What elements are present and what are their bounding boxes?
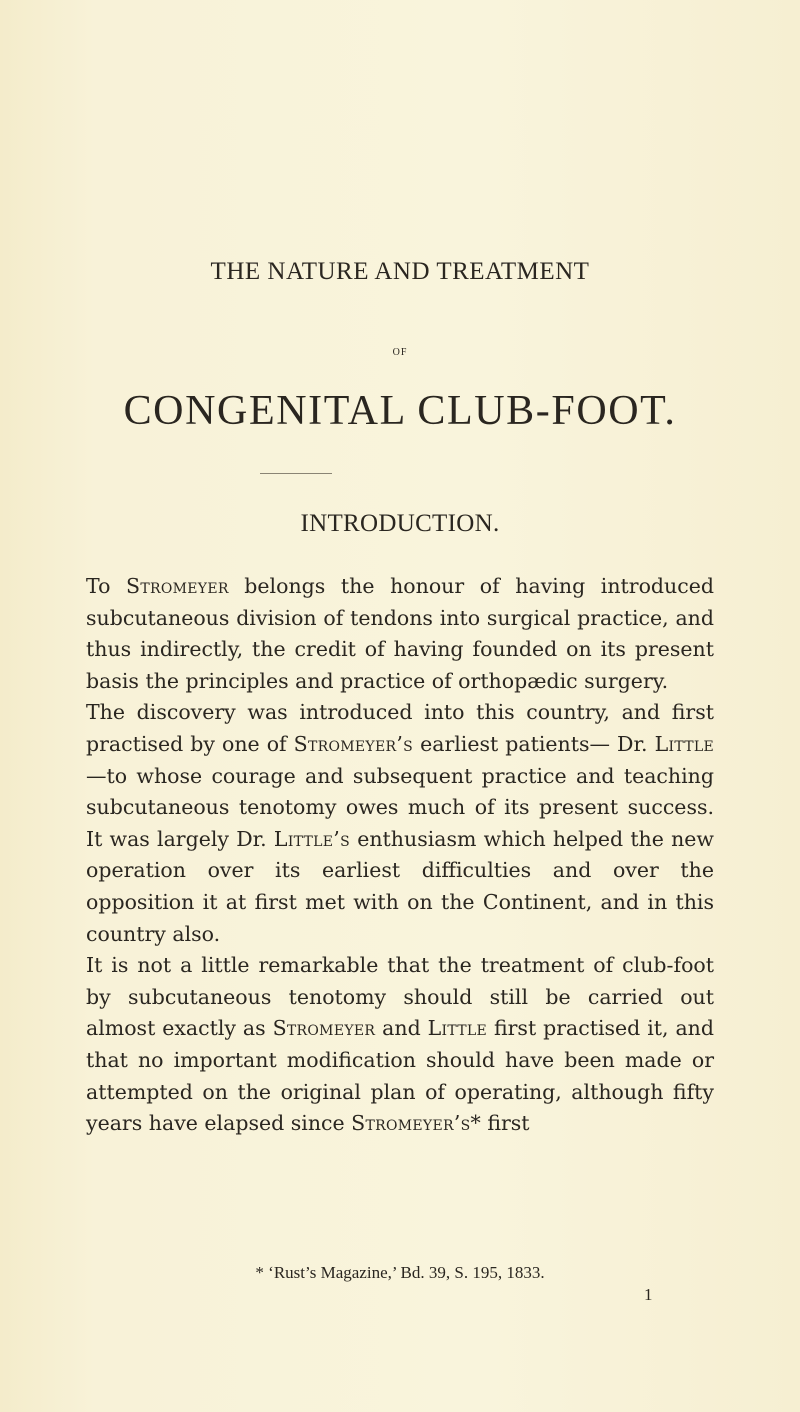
author-name-stromeyer: Stromeyer bbox=[126, 574, 229, 598]
paragraph-1 bbox=[86, 571, 714, 697]
section-heading: INTRODUCTION. bbox=[300, 510, 500, 537]
p2-text-e: —to whose courage and subsequent practice and teaching subcutaneous tenotomy owes much of its present success. It was largely Dr. bbox=[86, 763, 714, 851]
p3-text-a: It is not a little remarkable that the treatment of club-foot by subcutaneous tenotomy should still be carried out almost exactly as bbox=[86, 953, 714, 1041]
author-name-stromeyers: Stromeyer’s bbox=[351, 1111, 471, 1136]
author-name-little: Little bbox=[427, 1016, 488, 1041]
p2-text-a: The discovery was introduced into this country, and first practised by one of bbox=[86, 700, 714, 756]
main-title: CONGENITAL CLUB-FOOT. bbox=[123, 388, 677, 434]
p1-text-a: To bbox=[86, 574, 127, 598]
body-text bbox=[86, 571, 714, 1140]
paragraph-3 bbox=[86, 950, 714, 1140]
title-line-1: THE NATURE AND TREATMENT bbox=[210, 258, 590, 285]
p3-text-e: first practised it, and that no important modification should have been made or attempted on the original plan of operating, although fifty years have elapsed since bbox=[86, 1016, 714, 1136]
author-name-little: Little bbox=[654, 731, 714, 756]
title-of: OF bbox=[392, 347, 408, 358]
author-name-stromeyer: Stromeyer bbox=[272, 1016, 376, 1041]
author-name-stromeyers: Stromeyer’s bbox=[293, 731, 414, 756]
footnote: * ‘Rust’s Magazine,’ Bd. 39, S. 195, 1833. bbox=[255, 1263, 545, 1282]
p3-text-g: * first bbox=[470, 1111, 530, 1136]
signature-mark: 1 bbox=[644, 1285, 653, 1304]
paragraph-2 bbox=[86, 697, 714, 950]
author-name-littles: Little’s bbox=[273, 826, 351, 851]
p2-text-g: enthusiasm which helped the new operation over its earliest difficulties and over the opposition it at first met with on the Continent, and in this country also. bbox=[86, 826, 714, 946]
p2-text-c: earliest patients— Dr. bbox=[413, 731, 655, 756]
p3-text-c: and bbox=[375, 1016, 428, 1041]
p1-text-c: belongs the honour of having introduced subcutaneous division of tendons into surgical practice, and thus indirectly, the credit of having founded on its present basis the principles and practice of orthopædic surgery. bbox=[86, 574, 714, 693]
title-divider bbox=[260, 473, 332, 474]
